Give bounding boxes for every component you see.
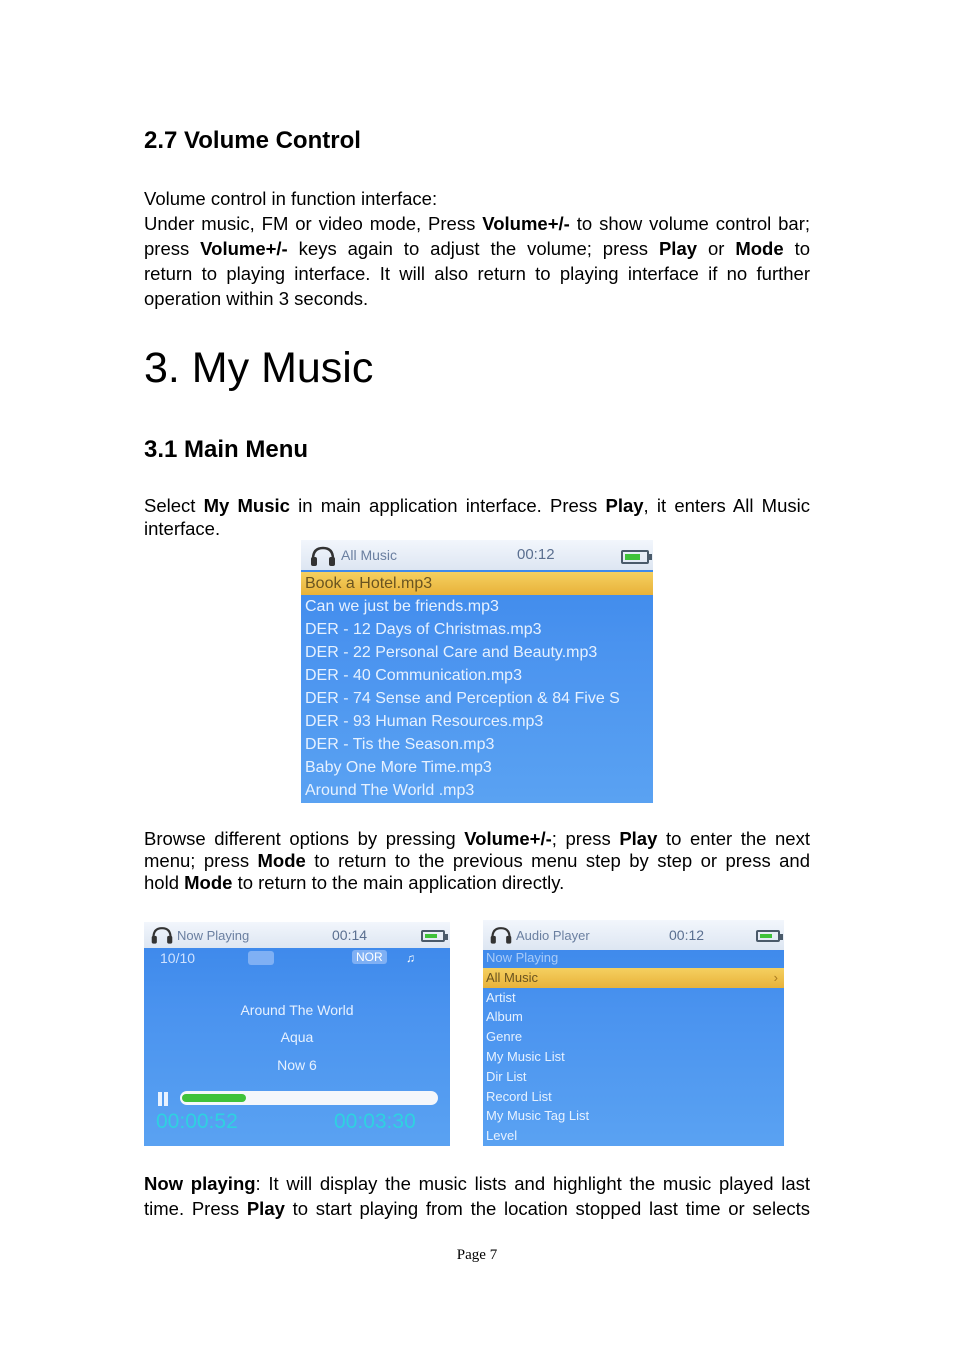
clock: 00:12	[517, 546, 555, 563]
track-list-item[interactable]: DER - Tis the Season.mp3	[305, 736, 495, 753]
volume-control-paragraph	[144, 186, 810, 311]
audio-menu-item[interactable]: Genre	[486, 1029, 523, 1045]
headphones-icon	[489, 925, 513, 945]
audio-player-screenshot	[483, 920, 784, 1146]
audio-menu-item-label: All Music	[486, 969, 539, 985]
track-list-item[interactable]: DER - 22 Personal Care and Beauty.mp3	[305, 644, 598, 661]
section-heading-volume-control: 2.7 Volume Control	[144, 127, 361, 154]
progress-bar[interactable]	[180, 1091, 438, 1105]
status-bar	[483, 920, 784, 950]
status-bar	[301, 540, 653, 570]
lyrics-icon: ♫	[406, 951, 415, 965]
track-list-item[interactable]: DER - 40 Communication.mp3	[305, 667, 522, 684]
audio-menu-item[interactable]: Dir List	[486, 1068, 527, 1084]
track-list-item[interactable]: DER - 12 Days of Christmas.mp3	[305, 621, 542, 638]
progress-fill	[182, 1094, 246, 1102]
paragraph-line: Volume control in function interface:	[144, 188, 438, 209]
track-list-item[interactable]: Can we just be friends.mp3	[305, 598, 499, 615]
headphones-icon	[150, 925, 174, 945]
elapsed-time: 00:00:52	[156, 1110, 238, 1133]
battery-icon	[421, 930, 445, 942]
audio-menu-item[interactable]: My Music List	[486, 1049, 565, 1064]
paragraph-line: Now playing: It will display the music lists and highlight the music played last	[144, 1173, 811, 1194]
audio-menu-item[interactable]: Record List	[486, 1088, 552, 1104]
song-title: Around The World	[240, 1002, 354, 1018]
paragraph-line: time. Press Play to start playing from the location stopped last time or selects	[144, 1198, 810, 1219]
total-time: 00:03:30	[334, 1110, 416, 1133]
headphones-icon	[309, 545, 337, 567]
paragraph-line: Select My Music in main application interface. Press Play, it enters All Music	[144, 495, 810, 516]
track-list-item[interactable]: DER - 93 Human Resources.mp3	[305, 713, 544, 730]
now-playing-paragraph	[144, 1171, 810, 1221]
repeat-icon	[248, 951, 274, 965]
page-number: Page 7	[456, 1247, 498, 1263]
screen-title: Audio Player	[516, 928, 590, 943]
battery-icon	[756, 930, 780, 942]
now-playing-screenshot	[144, 922, 450, 1146]
paragraph-line: return to playing interface. It will also return to playing interface if no further	[144, 263, 810, 284]
audio-menu-item[interactable]: Level	[486, 1128, 518, 1144]
chapter-heading-my-music: 3. My Music	[144, 344, 374, 392]
track-counter: 10/10	[160, 950, 196, 966]
audio-menu-item[interactable]: Album	[486, 1009, 523, 1025]
paragraph-line: interface.	[144, 518, 221, 539]
audio-menu-item[interactable]: Now Playing	[486, 950, 559, 965]
paragraph-line: menu; press Mode to return to the previous menu step by step or press and	[144, 850, 810, 871]
all-music-screenshot	[301, 540, 653, 803]
track-list-item[interactable]: DER - 74 Sense and Perception & 84 Five S	[305, 690, 620, 707]
track-list-item[interactable]: Around The World .mp3	[305, 782, 475, 799]
pause-icon	[158, 1092, 162, 1106]
screen-title: Now Playing	[177, 928, 250, 943]
chevron-right-icon: ›	[773, 969, 778, 985]
clock: 00:12	[669, 927, 705, 943]
paragraph-line: operation within 3 seconds.	[144, 288, 369, 309]
eq-badge: NOR	[352, 950, 387, 964]
album-name: Now 6	[277, 1057, 317, 1073]
track-list-item[interactable]: Book a Hotel.mp3	[301, 572, 653, 595]
status-bar	[144, 922, 450, 948]
track-list-item[interactable]: Baby One More Time.mp3	[305, 759, 492, 776]
clock: 00:14	[332, 927, 368, 943]
browse-paragraph	[144, 828, 810, 894]
paragraph-line: hold Mode to return to the main application directly.	[144, 872, 565, 893]
audio-menu-item[interactable]: My Music Tag List	[486, 1108, 590, 1124]
paragraph-line: Browse different options by pressing Volume+/-; press Play to enter the next	[144, 828, 810, 849]
paragraph-line: Under music, FM or video mode, Press Volume+/- to show volume control bar;	[144, 213, 811, 234]
section-heading-main-menu: 3.1 Main Menu	[144, 436, 309, 463]
paragraph-line: press Volume+/- keys again to adjust the volume; press Play or Mode to	[144, 238, 811, 259]
main-menu-paragraph	[144, 494, 810, 540]
battery-icon	[621, 550, 649, 564]
screen-title: All Music	[341, 547, 398, 563]
audio-menu-item[interactable]: Artist	[486, 989, 516, 1005]
artist-name: Aqua	[280, 1029, 314, 1045]
audio-menu-item[interactable]	[483, 968, 784, 988]
